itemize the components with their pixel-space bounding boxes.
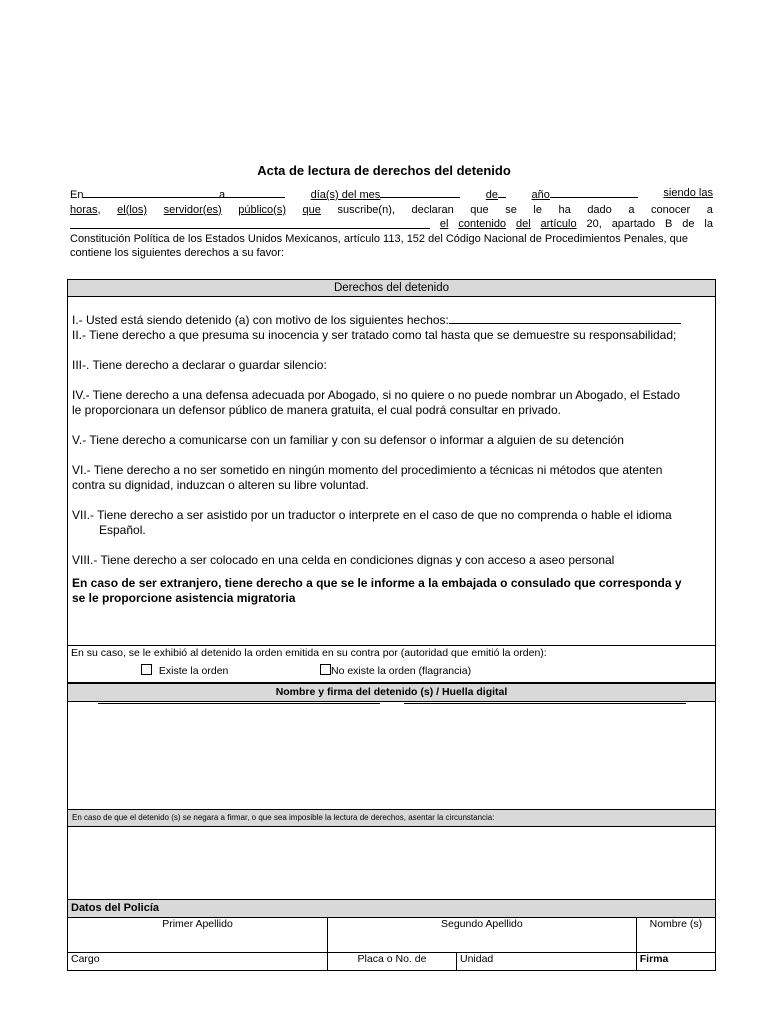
intro-word: año	[531, 189, 550, 201]
order-option-exists	[141, 664, 228, 677]
foreigner-right-a: En caso de ser extranjero, tiene derecho a que se le informe a la embajada o consulado que corresponda y	[72, 576, 682, 590]
intro-word: a	[628, 203, 635, 216]
exists-label: Existe la orden	[158, 665, 229, 677]
intro-line-5: contiene los siguientes derechos a su favor:	[70, 247, 285, 260]
intro-word: a	[218, 189, 226, 201]
intro-word: se	[505, 203, 517, 216]
facts-blank	[449, 312, 681, 324]
police-table	[67, 899, 716, 971]
intro-word: suscribe(n),	[337, 203, 395, 216]
placa-cell[interactable]	[328, 953, 457, 971]
segundo-apellido-cell[interactable]	[328, 918, 637, 953]
intro-word: de	[485, 189, 499, 201]
signature-line-right	[404, 703, 686, 704]
intro-word: servidor(es)	[163, 203, 222, 216]
order-text: En su caso, se le exhibió al detenido la orden emitida en su contra por (autoridad que emitió la orden):	[71, 647, 547, 659]
right-1	[72, 312, 711, 328]
intro-word: apartado	[611, 218, 656, 231]
intro-word: contenido	[458, 218, 507, 231]
intro-word: horas,	[70, 203, 101, 216]
not-exists-label: No existe la orden (flagrancia)	[331, 665, 472, 677]
nombre-cell[interactable]	[636, 918, 715, 953]
intro-word: el	[439, 218, 449, 231]
intro-word: ha	[558, 203, 571, 216]
right-2: II.- Tiene derecho a que presuma su inocencia y ser tratado como tal hasta que se demuestre su responsabilidad;	[72, 328, 677, 342]
intro-word: día(s) del mes	[310, 189, 381, 201]
intro-word: a	[706, 203, 713, 216]
exists-checkbox[interactable]	[141, 664, 152, 675]
not-exists-checkbox[interactable]	[320, 664, 331, 675]
intro-word: B	[665, 218, 673, 231]
intro-word: le	[533, 203, 542, 216]
intro-word: público(s)	[238, 203, 286, 216]
right-3: III-. Tiene derecho a declarar o guardar silencio:	[72, 358, 327, 372]
unidad-label: Unidad	[460, 953, 494, 965]
right-8: VIII.- Tiene derecho a ser colocado en una celda en condiciones dignas y con acceso a aseo personal	[72, 553, 615, 567]
right-4b: le proporcionara un defensor público de manera gratuita, el cual podrá consultar en privado.	[72, 403, 561, 417]
rights-box	[67, 279, 716, 646]
intro-word: la	[704, 218, 713, 231]
right-6a: VI.- Tiene derecho a no ser sometido en ningún momento del procedimiento a técnicas ni métodos que atenten	[72, 463, 663, 477]
intro-line-1	[70, 186, 713, 203]
nombre-label: Nombre (s)	[649, 918, 703, 930]
document-title: Acta de lectura de derechos del detenido	[257, 163, 511, 178]
cargo-cell[interactable]	[68, 953, 328, 971]
foreigner-right-b: se le proporcione asistencia migratoria	[72, 591, 296, 605]
right-6b: contra su dignidad, induzcan o alteren su libre voluntad.	[72, 478, 369, 492]
intro-line-2	[70, 203, 713, 218]
signature-section	[67, 683, 716, 810]
intro-word: el(los)	[117, 203, 148, 216]
intro-word: que	[302, 203, 321, 216]
rights-list	[68, 312, 715, 606]
right-1-text: I.- Usted está siendo detenido (a) con motivo de los siguientes hechos:	[72, 313, 449, 327]
signature-header: Nombre y firma del detenido (s) / Huella digital	[68, 684, 715, 702]
intro-word: En	[70, 189, 84, 201]
cargo-label: Cargo	[71, 953, 100, 965]
right-4a: IV.- Tiene derecho a una defensa adecuada por Abogado, si no quiere o no puede nombrar un Abogado, el Estado	[72, 388, 681, 402]
refusal-section	[67, 809, 716, 900]
firma-cell[interactable]	[636, 953, 715, 971]
intro-word: 20,	[586, 218, 602, 231]
intro-word: declaran	[411, 203, 454, 216]
refusal-header: En caso de que el detenido (s) se negara a firmar, o que sea imposible la lectura de derechos, asentar la circunstancia:	[68, 810, 715, 827]
signature-line-left	[98, 703, 380, 704]
right-7b: Español.	[99, 523, 146, 537]
intro-word: siendo las	[663, 187, 713, 199]
primer-apellido-cell[interactable]	[68, 918, 328, 953]
firma-label: Firma	[639, 953, 669, 965]
police-section	[67, 899, 716, 971]
intro-word: de	[682, 218, 695, 231]
segundo-apellido-label: Segundo Apellido	[441, 918, 523, 930]
order-option-not-exists	[320, 664, 471, 677]
primer-apellido-label: Primer Apellido	[162, 918, 233, 930]
intro-paragraph	[70, 186, 713, 261]
intro-word: que	[470, 203, 489, 216]
order-section	[67, 645, 716, 683]
intro-word: artículo	[540, 218, 577, 231]
intro-line-3	[70, 217, 713, 232]
right-5: V.- Tiene derecho a comunicarse con un familiar y con su defensor o informar a alguien de su detención	[72, 433, 624, 447]
intro-word: conocer	[651, 203, 691, 216]
placa-label: Placa o No. de	[357, 953, 427, 965]
intro-line-4: Constitución Política de los Estados Unidos Mexicanos, artículo 113, 152 del Código Nacional de Procedimientos Penales, que	[70, 232, 688, 245]
intro-word: del	[515, 218, 531, 231]
rights-header: Derechos del detenido	[68, 280, 715, 297]
intro-word: dado	[587, 203, 612, 216]
right-7a: VII.- Tiene derecho a ser asistido por un traductor o interprete en el caso de que no comprenda o hable el idioma	[72, 508, 672, 522]
unidad-cell[interactable]	[457, 953, 637, 971]
police-header: Datos del Policía	[68, 900, 716, 918]
